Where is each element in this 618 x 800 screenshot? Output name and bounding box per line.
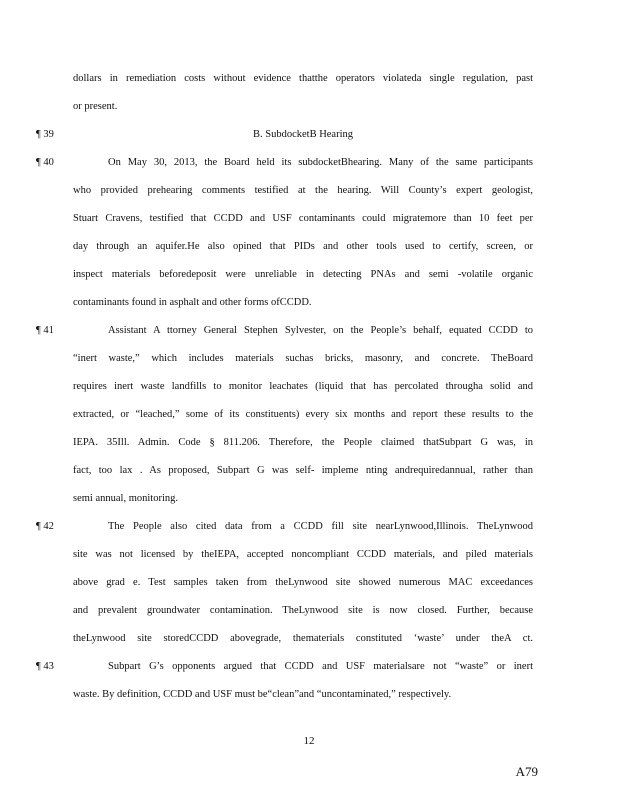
text-line: day through an aquifer.He also opined that PIDs and other tools used to certify, screen, or xyxy=(73,241,533,252)
text-line: contaminants found in asphalt and other forms ofCCDD. xyxy=(73,297,312,308)
text-line: above grad e. Test samples taken from theLynwood site showed numerous MAC exceedances xyxy=(73,577,533,588)
text-line: fact, too lax . As proposed, Subpart G was self- impleme nting andrequiredannual, rather than xyxy=(73,465,533,476)
text-line: who provided prehearing comments testified at the hearing. Will County’s expert geologist, xyxy=(73,185,533,196)
paragraph-marker: ¶ 43 xyxy=(36,661,54,672)
text-line: On May 30, 2013, the Board held its subdocketBhearing. Many of the same participants xyxy=(108,157,533,168)
paragraph-marker: ¶ 40 xyxy=(36,157,54,168)
exhibit-label: A79 xyxy=(515,764,538,779)
paragraph-marker: ¶ 41 xyxy=(36,325,54,336)
text-line: The People also cited data from a CCDD fill site nearLynwood,Illinois. TheLynwood xyxy=(108,521,533,532)
page-number: 12 xyxy=(303,735,315,747)
text-line: “inert waste,” which includes materials suchas bricks, masonry, and concrete. TheBoard xyxy=(73,353,533,364)
text-line: IEPA. 35Ill. Admin. Code § 811.206. Therefore, the People claimed thatSubpart G was, in xyxy=(73,437,533,448)
paragraph-marker: ¶ 42 xyxy=(36,521,54,532)
text-line: site was not licensed by theIEPA, accepted noncompliant CCDD materials, and piled materials xyxy=(73,549,533,560)
text-line: Subpart G’s opponents argued that CCDD and USF materialsare not “waste” or inert xyxy=(108,661,533,672)
text-line: Assistant A ttorney General Stephen Sylvester, on the People’s behalf, equated CCDD to xyxy=(108,325,533,336)
text-line: requires inert waste landfills to monitor leachates (liquid that has percolated througha solid and xyxy=(73,381,533,392)
text-line: and prevalent groundwater contamination. TheLynwood site is now closed. Further, because xyxy=(73,605,533,616)
text-line: inspect materials beforedeposit were unreliable in detecting PNAs and semi -volatile organic xyxy=(73,269,533,280)
text-line: dollars in remediation costs without evidence thatthe operators violateda single regulation, past xyxy=(73,73,533,84)
text-line: Stuart Cravens, testified that CCDD and USF contaminants could migratemore than 10 feet per xyxy=(73,213,533,224)
text-line: waste. By definition, CCDD and USF must be“clean”and “uncontaminated,” respectively. xyxy=(73,689,452,700)
text-line: extracted, or “leached,” some of its constituents) every six months and report these results to the xyxy=(73,409,533,420)
text-line: theLynwood site storedCCDD abovegrade, thematerials constituted ‘waste’ under theA ct. xyxy=(73,633,533,644)
text-line: semi annual, monitoring. xyxy=(73,493,178,504)
text-line: or present. xyxy=(73,101,118,112)
paragraph-marker: ¶ 39 xyxy=(36,129,54,140)
section-heading: B. SubdocketB Hearing xyxy=(252,129,354,140)
